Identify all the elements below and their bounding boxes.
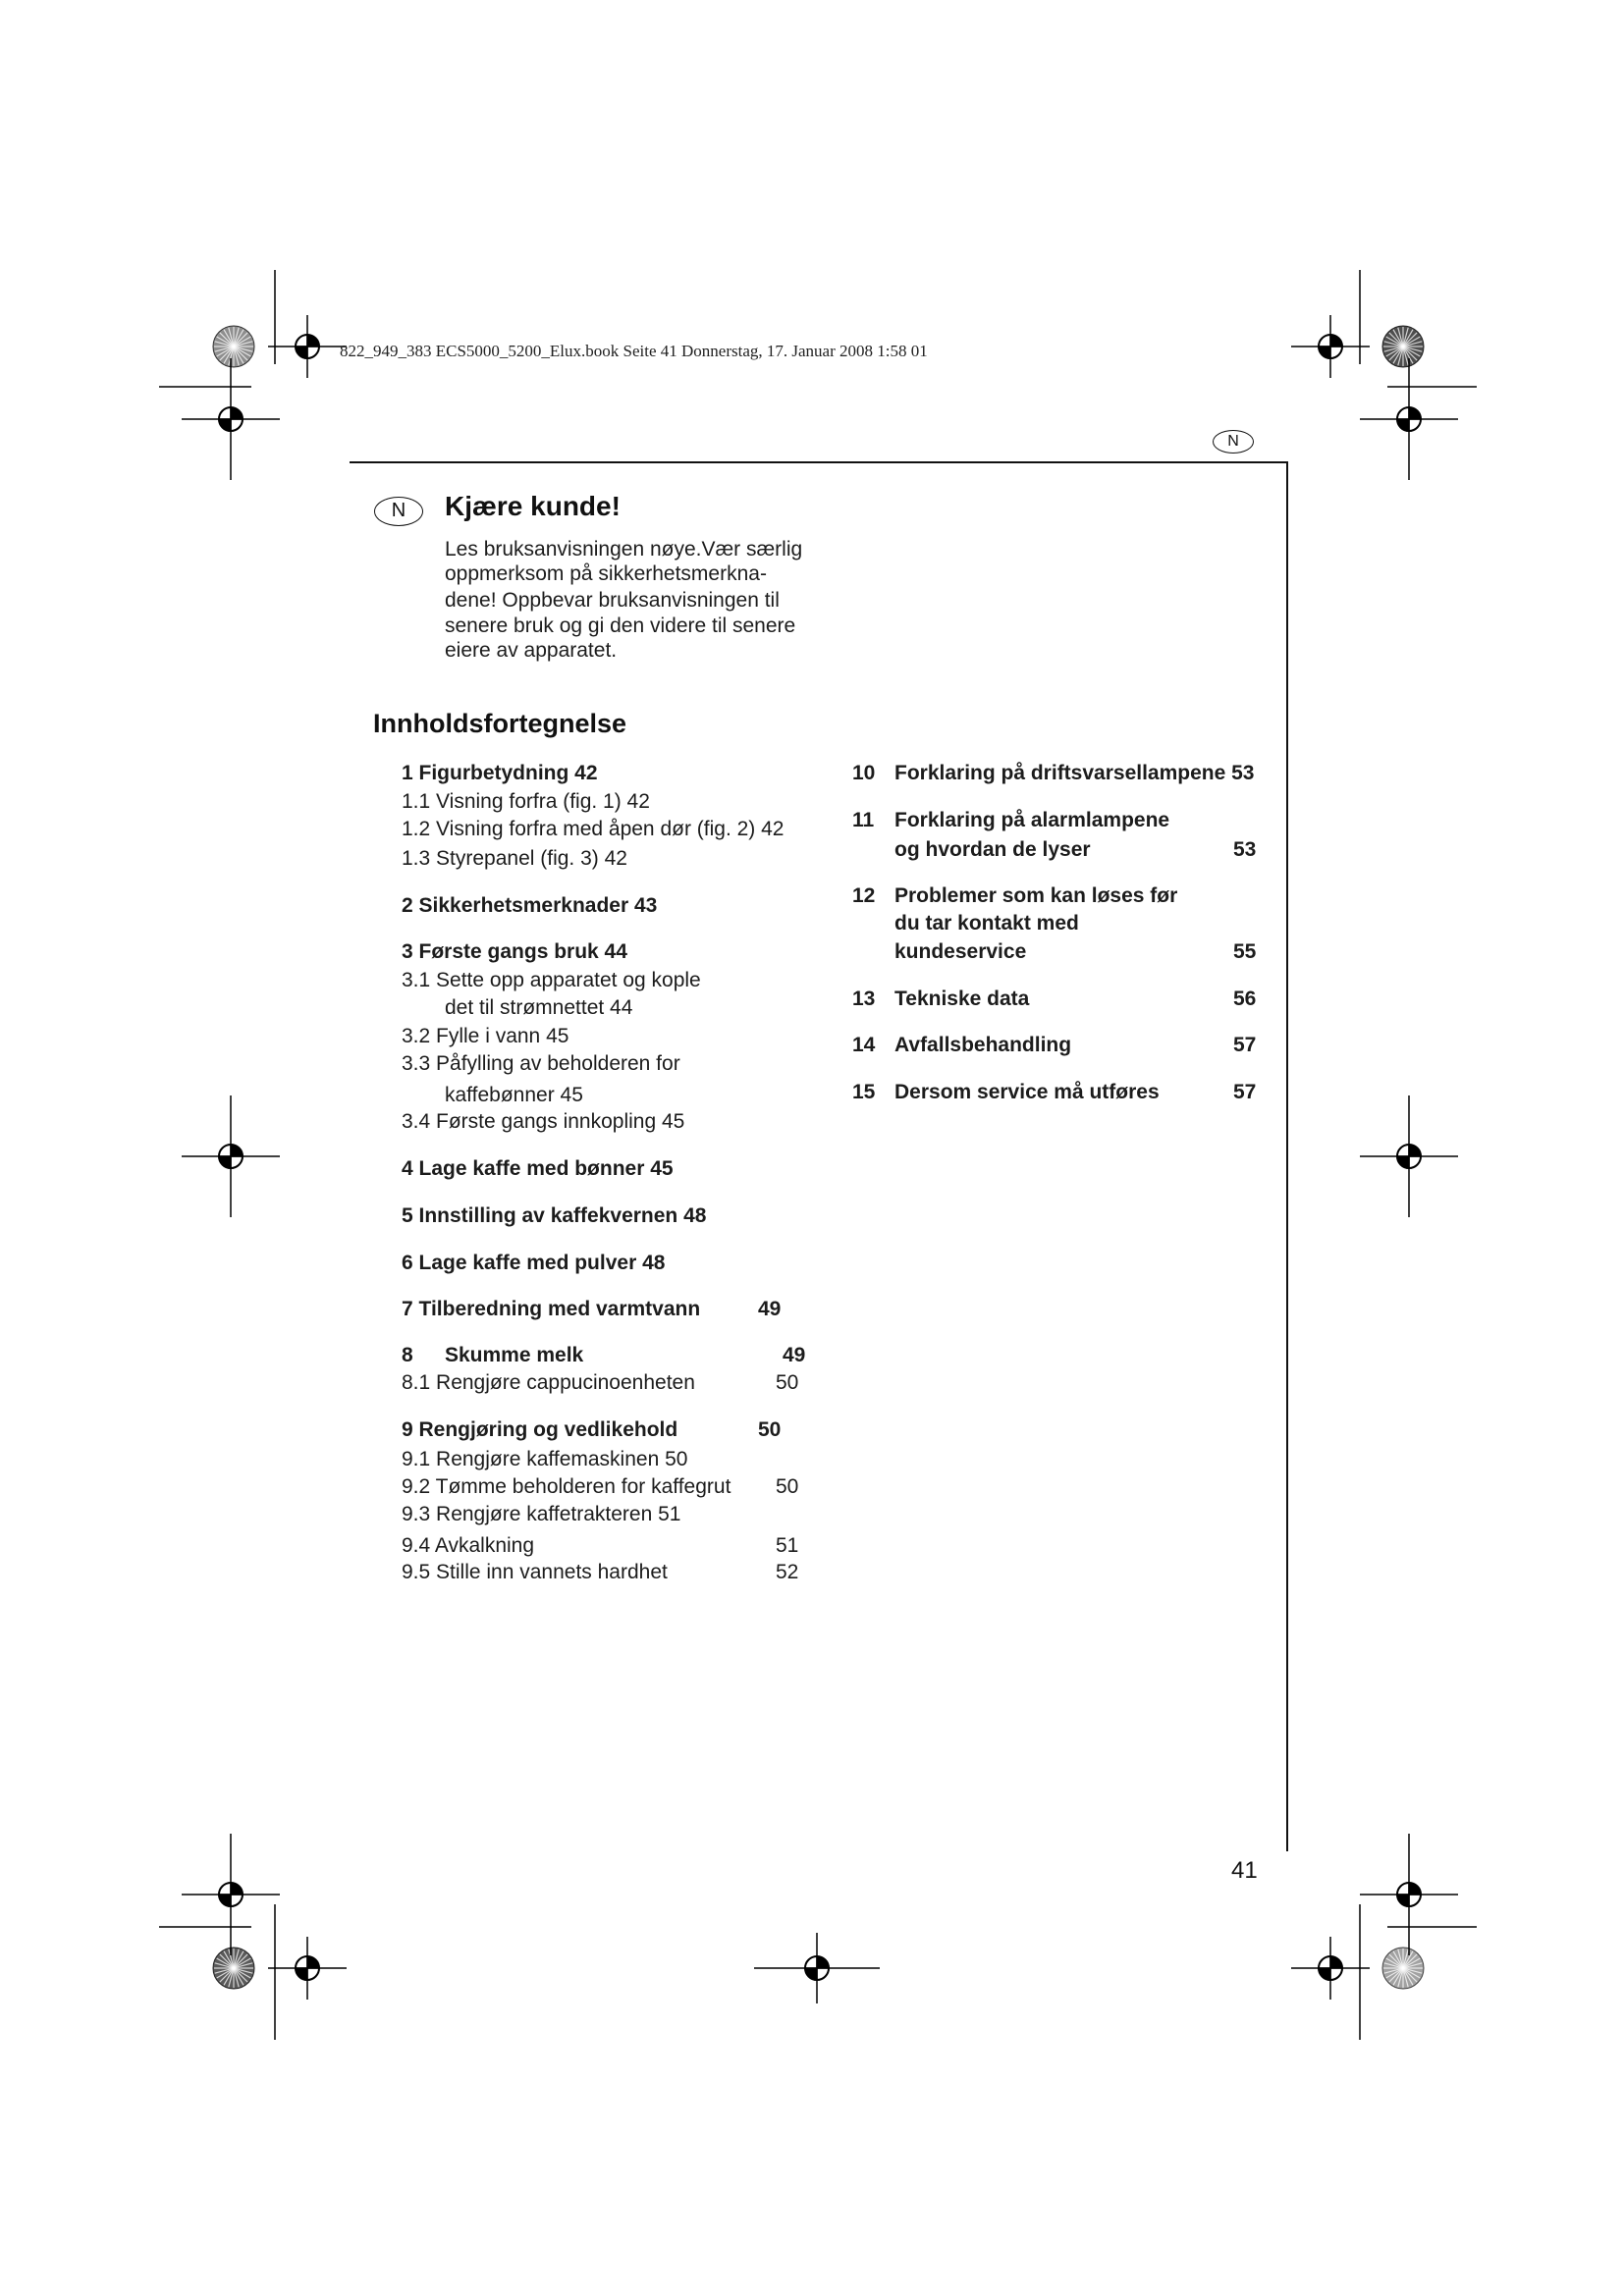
toc-subentry-continuation: kaffebønner 45 (445, 1084, 583, 1106)
registration-crosshair-bottom-right (1291, 1937, 1370, 2000)
toc-subentry: 9.1 Rengjøre kaffemaskinen 50 (402, 1448, 688, 1470)
page-number: 41 (1231, 1857, 1258, 1884)
toc-subentry: 1.3 Styrepanel (fig. 3) 42 (402, 847, 627, 870)
color-registration-wheel-bottom-right (1382, 1948, 1424, 1989)
intro-line: senere bruk og gi den videre til senere (445, 614, 796, 637)
intro-title: Kjære kunde! (445, 491, 621, 521)
registration-crosshair-bottom-middle (754, 1933, 880, 2003)
registration-crosshair-top-right (1291, 315, 1370, 378)
toc-entry: Skumme melk (445, 1344, 584, 1366)
toc-entry: Forklaring på driftsvarsellampene 53 (894, 762, 1255, 784)
registration-crosshair-right-upper (1360, 358, 1458, 480)
registration-crosshair-top-left (268, 315, 347, 378)
toc-entry-number: 13 (852, 988, 876, 1010)
toc-entry-number: 8 (402, 1344, 413, 1366)
color-registration-wheel-bottom-left (213, 1948, 254, 1989)
toc-entry: Forklaring på alarmlampene (894, 809, 1170, 831)
toc-entry-number: 11 (852, 809, 875, 831)
toc-entry: Dersom service må utføres (894, 1081, 1160, 1103)
toc-page-number: 51 (776, 1534, 799, 1557)
registration-crosshair-left-upper (182, 358, 280, 480)
toc-subentry: 9.3 Rengjøre kaffetrakteren 51 (402, 1503, 681, 1525)
toc-entry-continuation: og hvordan de lyser (894, 838, 1091, 861)
toc-entry-number: 15 (852, 1081, 876, 1103)
trim-lines (159, 270, 1477, 2040)
toc-page-number: 50 (776, 1371, 799, 1394)
toc-entry-number: 12 (852, 884, 876, 907)
print-file-info: 822_949_383 ECS5000_5200_Elux.book Seite 41 Donnerstag, 17. Januar 2008 1:58 01 (340, 342, 928, 360)
registration-crosshair-bottom-left (268, 1937, 347, 2000)
toc-page-number: 53 (1233, 838, 1257, 861)
intro-line: Les bruksanvisningen nøye.Vær særlig (445, 538, 803, 561)
toc-entry: Problemer som kan løses før (894, 884, 1178, 907)
toc-entry: 5 Innstilling av kaffekvernen 48 (402, 1204, 707, 1227)
toc-page-number: 57 (1233, 1034, 1257, 1056)
toc-subentry: 3.3 Påfylling av beholderen for (402, 1052, 680, 1075)
toc-entry: 1 Figurbetydning 42 (402, 762, 598, 784)
toc-title: Innholdsfortegnelse (373, 709, 627, 738)
toc-subentry: 1.2 Visning forfra med åpen dør (fig. 2) 42 (402, 818, 785, 840)
toc-entry: 2 Sikkerhetsmerknader 43 (402, 894, 658, 917)
toc-subentry: 3.1 Sette opp apparatet og kople (402, 969, 701, 991)
toc-page-number: 50 (758, 1418, 782, 1441)
toc-entry: 3 Første gangs bruk 44 (402, 940, 627, 963)
toc-subentry: 9.2 Tømme beholderen for kaffegrut (402, 1475, 731, 1498)
toc-page-number: 56 (1233, 988, 1257, 1010)
registration-crosshair-right-lower (1360, 1834, 1458, 1955)
registration-crosshair-left-middle (182, 1095, 280, 1217)
toc-entry-continuation: kundeservice (894, 940, 1027, 963)
toc-subentry: 8.1 Rengjøre cappucinoenheten (402, 1371, 695, 1394)
toc-entry: 7 Tilberedning med varmtvann (402, 1298, 701, 1320)
toc-page-number: 49 (783, 1344, 806, 1366)
intro-line: eiere av apparatet. (445, 639, 618, 662)
toc-entry-number: 14 (852, 1034, 876, 1056)
color-registration-wheel-top-left (213, 326, 254, 367)
toc-entry-number: 10 (852, 762, 876, 784)
toc-page-number: 55 (1233, 940, 1257, 963)
intro-language-badge: N (374, 497, 423, 526)
toc-entry-continuation: du tar kontakt med (894, 912, 1079, 934)
toc-subentry: 3.2 Fylle i vann 45 (402, 1025, 569, 1047)
toc-entry: 6 Lage kaffe med pulver 48 (402, 1252, 666, 1274)
toc-entry: Avfallsbehandling (894, 1034, 1072, 1056)
color-registration-wheel-top-right (1382, 326, 1424, 367)
toc-subentry: 9.5 Stille inn vannets hardhet (402, 1561, 668, 1583)
toc-page-number: 50 (776, 1475, 799, 1498)
toc-subentry: 1.1 Visning forfra (fig. 1) 42 (402, 790, 650, 813)
toc-entry: Tekniske data (894, 988, 1030, 1010)
intro-line: dene! Oppbevar bruksanvisningen til (445, 589, 780, 612)
toc-page-number: 57 (1233, 1081, 1257, 1103)
toc-subentry: 9.4 Avkalkning (402, 1534, 535, 1557)
toc-entry: 4 Lage kaffe med bønner 45 (402, 1157, 674, 1180)
registration-crosshair-left-lower (182, 1834, 280, 1955)
toc-page-number: 49 (758, 1298, 782, 1320)
intro-line: oppmerksom på sikkerhetsmerkna- (445, 562, 767, 585)
language-badge: N (1213, 430, 1254, 454)
toc-subentry-continuation: det til strømnettet 44 (445, 996, 633, 1019)
toc-entry: 9 Rengjøring og vedlikehold (402, 1418, 678, 1441)
registration-crosshair-right-middle (1360, 1095, 1458, 1217)
toc-page-number: 52 (776, 1561, 799, 1583)
toc-subentry: 3.4 Første gangs innkopling 45 (402, 1110, 685, 1133)
